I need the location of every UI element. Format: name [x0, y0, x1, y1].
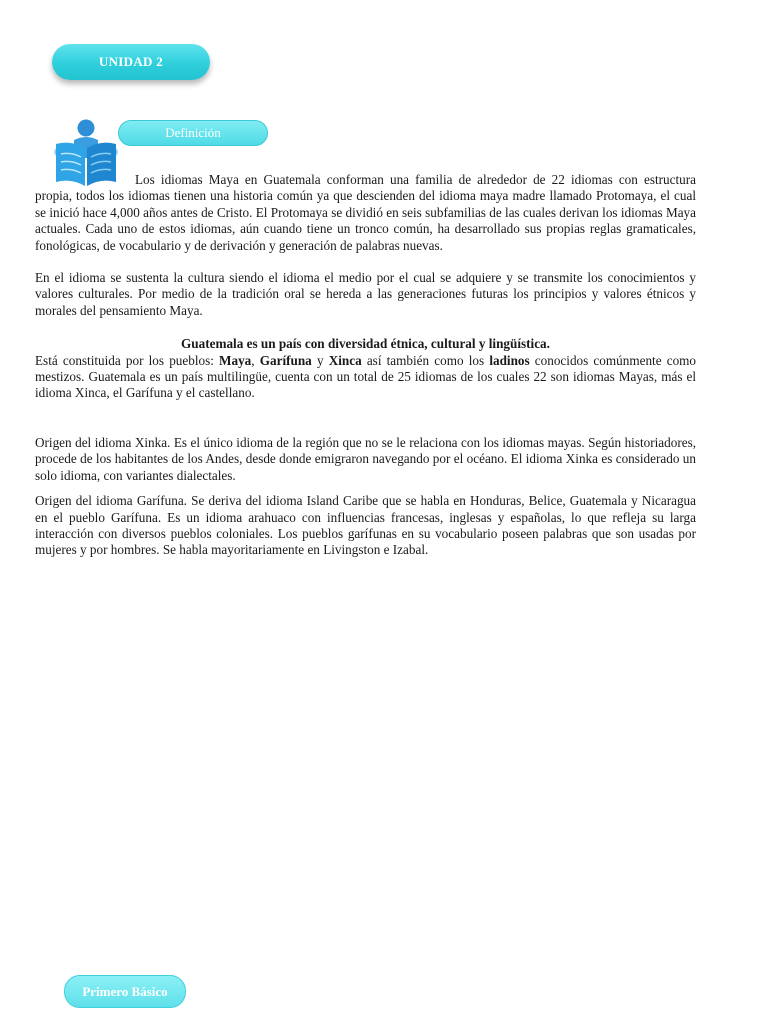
- section-label-badge: [118, 120, 268, 146]
- people-ladinos: ladinos: [489, 352, 530, 368]
- peoples-text-2: ,: [251, 352, 260, 368]
- paragraph-culture: En el idioma se sustenta la cultura siendo el idioma el medio por el cual se adquiere y se transmite los conocimientos y valores culturales. Por medio de la tradición oral se hereda a las generaciones futuras los principios y valores étnicos y morales del pensamiento Maya.: [35, 270, 696, 318]
- paragraph-xinka-origin: Origen del idioma Xinka. Es el único idioma de la región que no se le relaciona con los idiomas mayas. Según historiadores, procede de los habitantes de los Andes, desde donde emigraron navegando por el océano. El idioma Xinka es considerado un solo idioma, con variantes dialectales.: [35, 434, 696, 483]
- paragraph-intro: Los idiomas Maya en Guatemala conforman una familia de alrededor de 22 idiomas con estructura propia, todos los idiomas tienen una historia común ya que descienden del idioma maya madre llamado Protomaya, el cual se inició hace 4,000 años antes de Cristo. El Protomaya se dividió en seis subfamilias de las cuales derivan los idiomas Maya actuales. Cada uno de estos idiomas, aún cuando tiene un tronco común, ha desarrollado sus propias reglas gramaticales, fonológicas, de vocabulario y de derivación y generación de palabras nuevas.: [35, 172, 696, 253]
- unit-label: UNIDAD 2: [98, 54, 164, 69]
- peoples-text-1: Está constituida por los pueblos:: [35, 352, 220, 368]
- people-xinca: Xinca: [328, 352, 362, 368]
- people-garifuna: Garífuna: [259, 352, 312, 368]
- grade-badge: [64, 975, 186, 1008]
- peoples-text-3: y: [311, 352, 329, 368]
- paragraph-peoples: [35, 353, 696, 402]
- section-label: Definición: [165, 125, 221, 140]
- unit-badge: [52, 44, 210, 80]
- section-heading: Guatemala es un país con diversidad étnica, cultural y lingüística.: [181, 336, 550, 352]
- peoples-text-5: conocidos comúnmente como mestizos. Guatemala es un país multilingüe, cuenta con un total de 25 idiomas de los cuales 22 son idiomas Mayas, más el idioma Xinca, el Garífuna y el castellano.: [35, 352, 697, 401]
- grade-label: Primero Básico: [82, 983, 168, 999]
- paragraph-garifuna-origin: Origen del idioma Garífuna. Se deriva del idioma Island Caribe que se habla en Honduras, Belice, Guatemala y Nicaragua en el pueblo Garífuna. Es un idioma arahuaco con influencias francesas, inglesas y españolas, lo que refleja su larga interacción con diversos pueblos coloniales. Los pueblos garífunas en su vocabulario poseen palabras que son usadas por mujeres y por hombres. Se habla mayoritariamente en Livingston e Izabal.: [35, 493, 696, 558]
- peoples-text-4: así también como los: [361, 352, 490, 368]
- people-maya: Maya: [219, 352, 252, 368]
- document-body: [35, 172, 696, 559]
